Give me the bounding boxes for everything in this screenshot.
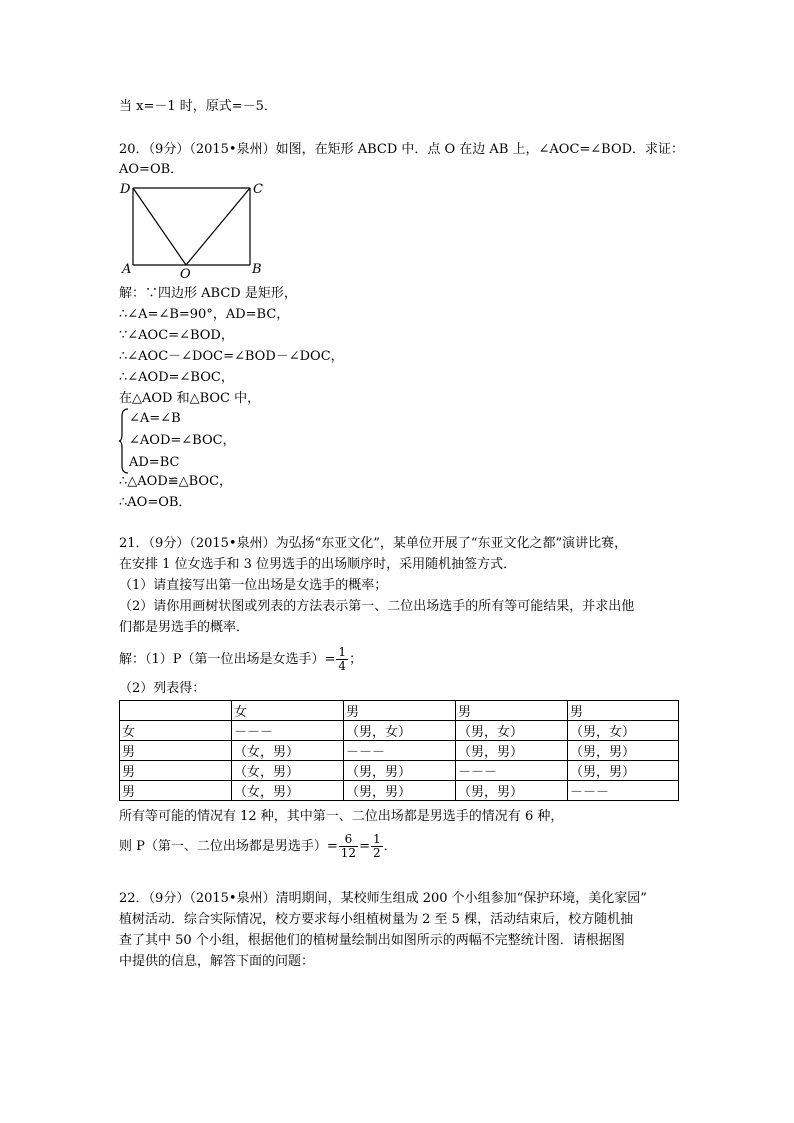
outcome-table: [119, 700, 679, 801]
table-cell: （男，女）: [568, 721, 679, 741]
rectangle-figure: [119, 181, 269, 281]
s21-line-3: 所有等可能的情况有 12 种，其中第一、二位出场都是男选手的情况有 6 种，: [119, 809, 564, 824]
table-row: [120, 741, 679, 761]
q21-part-2: （2）请你用画树状图或列表的方法表示第一、二位出场选手的所有等可能结果，并求出他: [119, 599, 635, 614]
table-cell: （男，男）: [344, 781, 456, 801]
table-cell: 男: [344, 701, 456, 721]
table-cell: （女，男）: [232, 741, 344, 761]
label-o: O: [180, 267, 191, 281]
table-cell: 男: [456, 701, 568, 721]
s21-line-1: [119, 645, 362, 675]
s20-line-5: ∴∠AOD=∠BOC，: [119, 370, 234, 385]
table-cell: 男: [120, 741, 232, 761]
label-a: A: [122, 262, 132, 277]
s20-line-4: ∴∠AOC－∠DOC=∠BOD－∠DOC，: [119, 349, 344, 364]
table-header-row: [120, 701, 679, 721]
system-line-3: AD=BC: [129, 455, 180, 470]
s21-line-4-equals: =: [359, 839, 370, 854]
fraction-six-twelfths: $\frac{6}{12}$: [340, 832, 357, 860]
s20-line-6: 在△AOD 和△BOC 中，: [119, 391, 261, 406]
table-cell: （男，女）: [456, 721, 568, 741]
table-cell: 女: [120, 721, 232, 741]
answer-line: 当 x=－1 时，原式=－5．: [119, 99, 277, 114]
fraction-one-quarter: $\frac{1}{4}$: [338, 645, 347, 673]
table-cell: [120, 701, 232, 721]
segment-do: [133, 188, 186, 265]
fraction-one-half: $\frac{1}{2}$: [372, 832, 381, 860]
table-cell: （女，男）: [232, 761, 344, 781]
table-cell: （男，男）: [456, 781, 568, 801]
q21-statement: 21．（9分）（2015•泉州）为弘扬“东亚文化”，某单位开展了“东亚文化之都”演讲比赛，: [119, 536, 628, 551]
table-cell: （男，男）: [568, 761, 679, 781]
table-cell: －－－: [232, 721, 344, 741]
q22-statement: 22．（9分）（2015•泉州）清明期间，某校师生组成 200 个小组参加“保护环境，美化家园”: [119, 891, 647, 906]
s20-line-3: ∵∠AOC=∠BOD，: [119, 328, 234, 343]
table-cell: 男: [120, 761, 232, 781]
table-cell: －－－: [456, 761, 568, 781]
table-row: [120, 721, 679, 741]
system-line-1: ∠A=∠B: [129, 411, 181, 426]
table-cell: （男，女）: [344, 721, 456, 741]
s21-line-1-suffix: ；: [349, 652, 363, 667]
label-c: C: [253, 182, 263, 197]
q22-statement-4: 中提供的信息，解答下面的问题：: [119, 954, 315, 969]
table-row: [120, 781, 679, 801]
table-cell: （男，男）: [568, 741, 679, 761]
table-cell: （男，男）: [456, 741, 568, 761]
s20-line-1: 解：∵四边形 ABCD 是矩形，: [119, 286, 297, 301]
s21-line-4-prefix: 则 P（第一、二位出场都是男选手）=: [119, 839, 338, 854]
segment-co: [186, 188, 250, 265]
q20-statement: 20．（9分）（2015•泉州）如图，在矩形 ABCD 中．点 O 在边 AB 上，∠AOC=∠BOD．求证：: [119, 142, 685, 157]
left-brace: [119, 408, 129, 474]
system-line-2: ∠AOD=∠BOC，: [129, 433, 236, 448]
table-row: [120, 761, 679, 781]
s20-line-2: ∴∠A=∠B=90°，AD=BC，: [119, 307, 290, 322]
table-cell: （女，男）: [232, 781, 344, 801]
s21-line-1-prefix: 解：（1）P（第一位出场是女选手）=: [119, 652, 336, 667]
table-cell: 女: [232, 701, 344, 721]
table-cell: 男: [568, 701, 679, 721]
s21-line-4: [119, 830, 397, 864]
s21-line-4-suffix: ．: [383, 839, 397, 854]
q22-statement-2: 植树活动．综合实际情况，校方要求每小组植树量为 2 至 5 棵，活动结束后，校方随机抽: [119, 912, 634, 927]
q20-statement-cont: AO=OB．: [119, 162, 184, 177]
q21-part-2-cont: 们都是男选手的概率．: [119, 620, 250, 635]
label-b: B: [252, 262, 262, 277]
s21-line-2: （2）列表得：: [119, 681, 206, 696]
label-d: D: [120, 182, 131, 197]
table-cell: （男，男）: [344, 761, 456, 781]
q21-part-1: （1）请直接写出第一位出场是女选手的概率；: [119, 578, 388, 593]
s20-line-8: ∴AO=OB．: [119, 495, 192, 510]
q21-statement-2: 在安排 1 位女选手和 3 位男选手的出场顺序时，采用随机抽签方式．: [119, 557, 517, 572]
s20-line-7: ∴△AOD≌△BOC，: [119, 474, 233, 489]
table-cell: －－－: [344, 741, 456, 761]
table-cell: 男: [120, 781, 232, 801]
q22-statement-3: 查了其中 50 个小组，根据他们的植树量绘制出如图所示的两幅不完整统计图．请根据图: [119, 933, 625, 948]
table-cell: －－－: [568, 781, 679, 801]
